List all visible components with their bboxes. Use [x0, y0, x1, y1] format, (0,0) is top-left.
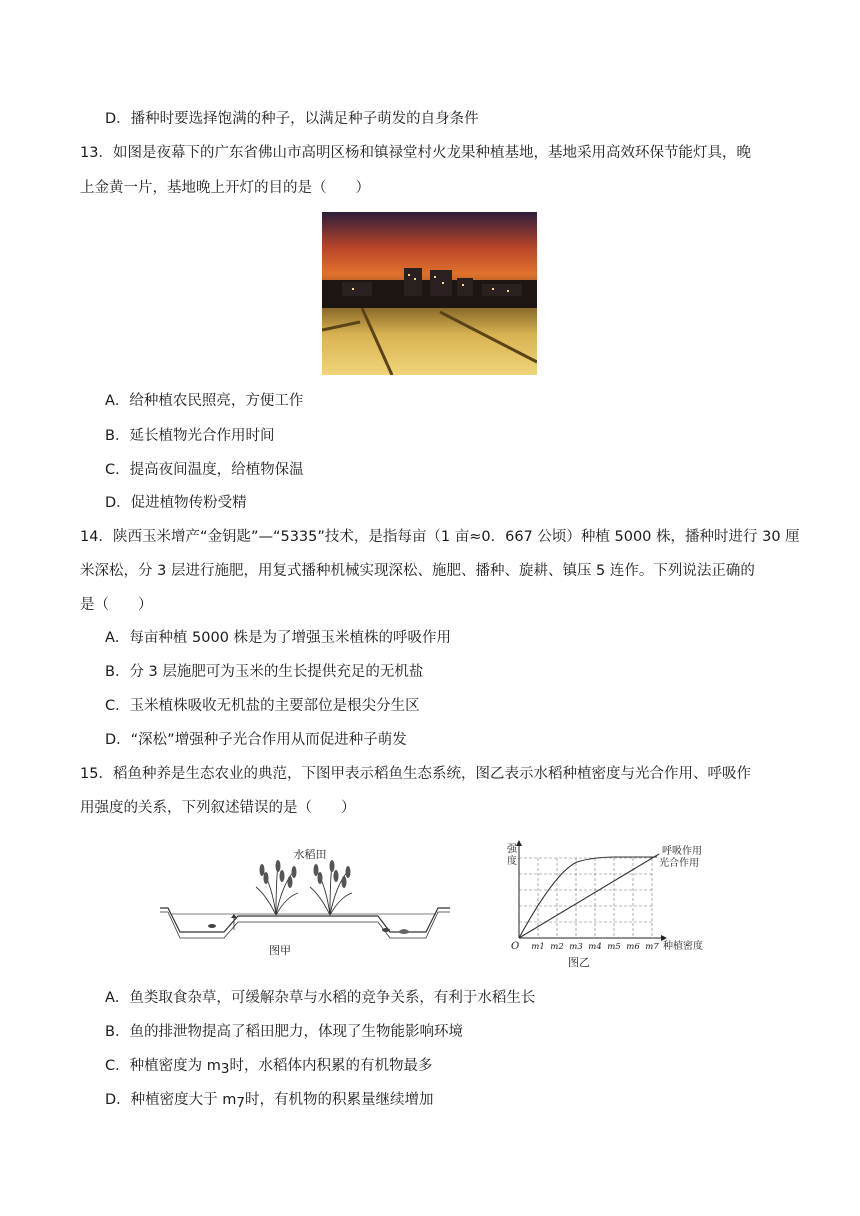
- q13-option-b: B．延长植物光合作用时间: [105, 428, 275, 444]
- q15-option-c-pre: C．种植密度为 m: [105, 1058, 221, 1074]
- q14-stem-line3: 是（ ）: [80, 597, 153, 613]
- q14-stem-line2: 米深松，分 3 层进行施肥，用复式播种机械实现深松、施肥、播种、旋耕、镇压 5 连作。下列说法正确的: [80, 563, 755, 579]
- fig-b-ylabel-2: 度: [507, 856, 517, 867]
- q15-stem-line1: 15．稻鱼种养是生态农业的典范，下图甲表示稻鱼生态系统，图乙表示水稻种植密度与光合作用、呼吸作: [80, 766, 751, 782]
- rice-paddy-diagram: [158, 838, 453, 963]
- night-farm-photo: [322, 212, 537, 375]
- prev-option-d: D．播种时要选择饱满的种子，以满足种子萌发的自身条件: [105, 111, 479, 127]
- density-graph: [497, 832, 712, 972]
- figure-b-graph: [497, 832, 712, 972]
- fig-b-tick-m3: m3: [569, 942, 583, 952]
- q14-option-c: C．玉米植株吸收无机盐的主要部位是根尖分生区: [105, 698, 420, 714]
- q13-option-c: C．提高夜间温度，给植物保温: [105, 462, 304, 478]
- q15-option-d: [105, 1090, 434, 1113]
- fig-b-legend-respiration: 呼吸作用: [662, 846, 702, 857]
- fig-a-title: 水稻田: [293, 848, 327, 861]
- q15-option-c: [105, 1056, 432, 1079]
- fig-b-tick-m6: m6: [626, 942, 640, 952]
- fig-b-caption: 图乙: [568, 956, 590, 969]
- fig-b-tick-m1: m1: [531, 942, 545, 952]
- q15-option-c-sub: 3: [220, 1061, 230, 1077]
- fig-b-tick-m4: m4: [588, 942, 602, 952]
- fig-b-origin: O: [511, 941, 520, 952]
- q15-option-d-pre: D．种植密度大于 m: [105, 1092, 237, 1108]
- q14-option-a: A．每亩种植 5000 株是为了增强玉米植株的呼吸作用: [105, 630, 452, 646]
- q15-option-a: A．鱼类取食杂草，可缓解杂草与水稻的竞争关系，有利于水稻生长: [105, 990, 536, 1006]
- fig-a-caption: 图甲: [269, 944, 291, 957]
- q14-option-d: D．“深松”增强种子光合作用从而促进种子萌发: [105, 732, 407, 748]
- q15-option-d-post: 时，有机物的积累量继续增加: [245, 1092, 434, 1108]
- q15-stem-line2: 用强度的关系，下列叙述错误的是（ ）: [80, 800, 356, 816]
- fig-b-tick-m2: m2: [550, 942, 564, 952]
- q13-option-d: D．促进植物传粉受精: [105, 495, 247, 511]
- night-farm-illustration: [322, 212, 537, 375]
- q13-option-a: A．给种植农民照亮，方便工作: [105, 393, 304, 409]
- fig-b-tick-m5: m5: [607, 942, 621, 952]
- q13-stem-line2: 上金黄一片，基地晚上开灯的目的是（ ）: [80, 180, 370, 196]
- q15-option-b: B．鱼的排泄物提高了稻田肥力，体现了生物能影响环境: [105, 1024, 463, 1040]
- fig-b-legend-photosynthesis: 光合作用: [659, 858, 699, 869]
- fig-b-xlabel: 种植密度: [663, 941, 703, 952]
- q14-option-b: B．分 3 层施肥可为玉米的生长提供充足的无机盐: [105, 664, 424, 680]
- q15-option-d-sub: 7: [236, 1095, 245, 1111]
- figure-a-rice-paddy: [158, 838, 453, 963]
- q13-stem-line1: 13．如图是夜幕下的广东省佛山市高明区杨和镇禄堂村火龙果种植基地，基地采用高效环保节能灯具，晚: [80, 145, 751, 161]
- q14-stem-line1: 14．陕西玉米增产“金钥匙”—“5335”技术，是指每亩（1 亩≈0．667 公顷）种植 5000 株，播种时进行 30 厘: [80, 529, 800, 545]
- fig-b-tick-m7: m7: [645, 942, 659, 952]
- fig-b-ylabel-1: 强: [507, 844, 517, 855]
- q15-option-c-post: 时，水稻体内积累的有机物最多: [229, 1058, 433, 1074]
